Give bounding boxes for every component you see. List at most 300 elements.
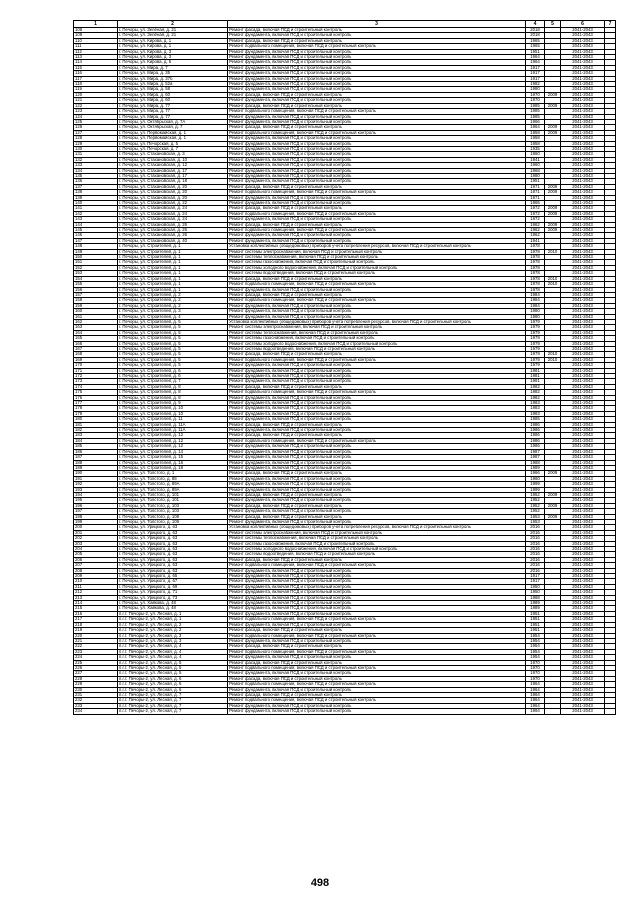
row-number-cell: 202 bbox=[74, 536, 118, 541]
row-number-cell: 194 bbox=[74, 492, 118, 497]
table-row bbox=[74, 163, 616, 168]
work-type-cell: Ремонт фундамента, включая ПСД и строительный контроль bbox=[228, 568, 526, 573]
work-type-cell: Ремонт системы электроснабжения, включая ПСД и строительный контроль bbox=[228, 325, 526, 330]
address-cell: г. Печоры, ул. Печорская, д. 7 bbox=[118, 146, 228, 151]
work-type-cell: Ремонт системы электроснабжения, включая ПСД и строительный контроль bbox=[228, 530, 526, 535]
build-year-cell: 1979 bbox=[526, 330, 545, 335]
table-row bbox=[74, 633, 616, 638]
planned-period-cell: 2041-2043 bbox=[561, 163, 605, 168]
address-cell: г. Печоры, ул. Толстого, д. 103 bbox=[118, 503, 228, 508]
build-year-cell: 1989 bbox=[526, 465, 545, 470]
row-number-cell: 120 bbox=[74, 92, 118, 97]
planned-period-cell: 2041-2043 bbox=[561, 617, 605, 622]
work-type-cell: Ремонт фундамента, включая ПСД и строительный контроль bbox=[228, 579, 526, 584]
build-year-cell: 1986 bbox=[526, 433, 545, 438]
table-row bbox=[74, 498, 616, 503]
build-year-cell: 1960 bbox=[526, 476, 545, 481]
row-number-cell: 112 bbox=[74, 49, 118, 54]
address-cell: г. Печоры, ул. Стахановская, д. 10 bbox=[118, 157, 228, 162]
build-year-cell: 1984 bbox=[526, 292, 545, 297]
last-repair-year-cell: 2009 bbox=[545, 211, 561, 216]
planned-period-cell: 2041-2043 bbox=[561, 406, 605, 411]
row-number-cell: 161 bbox=[74, 314, 118, 319]
build-year-cell: 1994 bbox=[526, 709, 545, 714]
row-number-cell: 186 bbox=[74, 449, 118, 454]
address-cell: г. Печоры, ул. Кирова, д. 1 bbox=[118, 44, 228, 49]
address-cell: г. Печоры, ул. Строителей, д. 5 bbox=[118, 363, 228, 368]
row-number-cell: 119 bbox=[74, 87, 118, 92]
planned-period-cell: 2041-2043 bbox=[561, 325, 605, 330]
address-cell: г. Печоры, ул. Строителей, д. 10 bbox=[118, 411, 228, 416]
row-number-cell: 157 bbox=[74, 292, 118, 297]
work-type-cell: Ремонт фундамента, включая ПСД и строительный контроль bbox=[228, 638, 526, 643]
planned-period-cell: 2041-2043 bbox=[561, 649, 605, 654]
planned-period-cell: 2041-2043 bbox=[561, 574, 605, 579]
address-cell: г. Печоры, ул. Строителей, д. 12 bbox=[118, 438, 228, 443]
planned-period-cell: 2041-2043 bbox=[561, 298, 605, 303]
planned-period-cell: 2041-2043 bbox=[561, 622, 605, 627]
planned-period-cell: 2041-2043 bbox=[561, 71, 605, 76]
row-number-cell: 232 bbox=[74, 698, 118, 703]
address-cell: п.г.т. Печоры-2, ул. Лесная, д. 5 bbox=[118, 671, 228, 676]
planned-period-cell: 2041-2043 bbox=[561, 492, 605, 497]
last-repair-year-cell: 2010 bbox=[545, 352, 561, 357]
work-type-cell: Ремонт фундамента, включая ПСД и строительный контроль bbox=[228, 141, 526, 146]
work-type-cell: Ремонт фундамента, включая ПСД и строительный контроль bbox=[228, 49, 526, 54]
address-cell: г. Печоры, ул. Строителей, д. 3 bbox=[118, 309, 228, 314]
table-row bbox=[74, 638, 616, 643]
build-year-cell: 1951 bbox=[526, 617, 545, 622]
row-number-cell: 225 bbox=[74, 660, 118, 665]
address-cell: г. Печоры, ул. Хайкова, д. 48 bbox=[118, 606, 228, 611]
table-row bbox=[74, 309, 616, 314]
planned-period-cell: 2041-2043 bbox=[561, 395, 605, 400]
planned-period-cell: 2041-2043 bbox=[561, 536, 605, 541]
work-type-cell: Ремонт фундамента, включая ПСД и строительный контроль bbox=[228, 709, 526, 714]
address-cell: г. Печоры, ул. Стахановская, д. 24 bbox=[118, 211, 228, 216]
work-type-cell: Ремонт фундамента, включая ПСД и строительный контроль bbox=[228, 574, 526, 579]
row-number-cell: 189 bbox=[74, 465, 118, 470]
build-year-cell: 1952 bbox=[526, 492, 545, 497]
row-number-cell: 228 bbox=[74, 676, 118, 681]
build-year-cell: 1988 bbox=[526, 460, 545, 465]
address-cell: п.г.т. Печоры-2, ул. Лесная, д. 3 bbox=[118, 638, 228, 643]
table-row bbox=[74, 579, 616, 584]
work-type-cell: Ремонт фасада, включая ПСД и строительный контроль bbox=[228, 676, 526, 681]
row-number-cell: 221 bbox=[74, 638, 118, 643]
row-number-cell: 151 bbox=[74, 260, 118, 265]
work-type-cell: Ремонт фундамента, включая ПСД и строительный контроль bbox=[228, 60, 526, 65]
address-cell: г. Печоры, ул. Мира, д. 58 bbox=[118, 87, 228, 92]
build-year-cell: 1999 bbox=[526, 482, 545, 487]
address-cell: г. Печоры, ул. Строителей, д. 1 bbox=[118, 255, 228, 260]
table-row bbox=[74, 152, 616, 157]
planned-period-cell: 2041-2043 bbox=[561, 260, 605, 265]
planned-period-cell: 2041-2043 bbox=[561, 541, 605, 546]
build-year-cell: 1970 bbox=[526, 665, 545, 670]
build-year-cell: 1978 bbox=[526, 271, 545, 276]
planned-period-cell: 2041-2043 bbox=[561, 601, 605, 606]
table-row bbox=[74, 238, 616, 243]
address-cell: г. Печоры, ул. Строителей, д. 10 bbox=[118, 406, 228, 411]
planned-period-cell: 2041-2043 bbox=[561, 703, 605, 708]
planned-period-cell: 2041-2043 bbox=[561, 76, 605, 81]
build-year-cell: 1978 bbox=[526, 249, 545, 254]
work-type-cell: Ремонт фасада, включая ПСД и строительный контроль bbox=[228, 503, 526, 508]
planned-period-cell: 2041-2043 bbox=[561, 201, 605, 206]
planned-period-cell: 2041-2043 bbox=[561, 417, 605, 422]
build-year-cell: 1954 bbox=[526, 633, 545, 638]
work-type-cell: Ремонт подвального помещения, включая ПСД и строительный контроль bbox=[228, 357, 526, 362]
planned-period-cell: 2041-2043 bbox=[561, 292, 605, 297]
table-row bbox=[74, 438, 616, 443]
address-cell: г. Печоры, ул. Строителей, д. 1 bbox=[118, 260, 228, 265]
work-type-cell: Ремонт фундамента, включая ПСД и строительный контроль bbox=[228, 179, 526, 184]
planned-period-cell: 2041-2043 bbox=[561, 611, 605, 616]
build-year-cell: 1964 bbox=[526, 60, 545, 65]
build-year-cell: 1964 bbox=[526, 682, 545, 687]
table-row bbox=[74, 552, 616, 557]
work-type-cell: Ремонт фундамента, включая ПСД и строительный контроль bbox=[228, 65, 526, 70]
table-row bbox=[74, 319, 616, 324]
address-cell: г. Печоры, ул. Урицкого, д. 73 bbox=[118, 595, 228, 600]
table-row bbox=[74, 444, 616, 449]
planned-period-cell: 2041-2043 bbox=[561, 352, 605, 357]
table-row bbox=[74, 417, 616, 422]
work-type-cell: Ремонт фундамента, включая ПСД и строительный контроль bbox=[228, 33, 526, 38]
planned-period-cell: 2041-2043 bbox=[561, 109, 605, 114]
address-cell: г. Печоры, ул. Толстого, д. 101 bbox=[118, 492, 228, 497]
planned-period-cell: 2041-2043 bbox=[561, 28, 605, 33]
address-cell: г. Печоры, ул. Строителей, д. 8 bbox=[118, 384, 228, 389]
planned-period-cell: 2041-2043 bbox=[561, 341, 605, 346]
planned-period-cell: 2041-2043 bbox=[561, 530, 605, 535]
planned-period-cell: 2041-2043 bbox=[561, 276, 605, 281]
work-type-cell: Ремонт фасада, включая ПСД и строительный контроль bbox=[228, 125, 526, 130]
row-number-cell: 176 bbox=[74, 395, 118, 400]
address-cell: г. Печоры, ул. Мира, д. 7 bbox=[118, 65, 228, 70]
table-row bbox=[74, 76, 616, 81]
build-year-cell: 1951 bbox=[526, 628, 545, 633]
row-number-cell: 110 bbox=[74, 38, 118, 43]
row-number-cell: 129 bbox=[74, 141, 118, 146]
planned-period-cell: 2041-2043 bbox=[561, 119, 605, 124]
planned-period-cell: 2041-2043 bbox=[561, 130, 605, 135]
table-row bbox=[74, 411, 616, 416]
table-row bbox=[74, 141, 616, 146]
work-type-cell: Ремонт фасада, включая ПСД и строительный контроль bbox=[228, 471, 526, 476]
row-number-cell: 118 bbox=[74, 82, 118, 87]
row-number-cell: 172 bbox=[74, 374, 118, 379]
planned-period-cell: 2041-2043 bbox=[561, 33, 605, 38]
build-year-cell: 1953 bbox=[526, 519, 545, 524]
work-type-cell: Ремонт фундамента, включая ПСД и строительный контроль bbox=[228, 55, 526, 60]
work-type-cell: Ремонт системы теплоснабжения, включая ПСД и строительный контроль bbox=[228, 536, 526, 541]
planned-period-cell: 2041-2043 bbox=[561, 195, 605, 200]
row-number-cell: 125 bbox=[74, 119, 118, 124]
address-cell: г. Печоры, ул. Мира, д. 52а bbox=[118, 82, 228, 87]
build-year-cell: 1983 bbox=[526, 406, 545, 411]
table-row bbox=[74, 709, 616, 714]
address-cell: г. Печоры, ул. Строителей, д. 7 bbox=[118, 379, 228, 384]
work-type-cell: Ремонт фундамента, включая ПСД и строительный контроль bbox=[228, 168, 526, 173]
build-year-cell: 1985 bbox=[526, 114, 545, 119]
row-number-cell: 175 bbox=[74, 390, 118, 395]
planned-period-cell: 2041-2043 bbox=[561, 455, 605, 460]
table-row bbox=[74, 33, 616, 38]
planned-period-cell: 2041-2043 bbox=[561, 314, 605, 319]
row-number-cell: 128 bbox=[74, 136, 118, 141]
planned-period-cell: 2041-2043 bbox=[561, 498, 605, 503]
table-row bbox=[74, 595, 616, 600]
table-row bbox=[74, 330, 616, 335]
planned-period-cell: 2041-2043 bbox=[561, 265, 605, 270]
planned-period-cell: 2041-2043 bbox=[561, 665, 605, 670]
address-cell: г. Печоры, ул. Урицкого, д. 63 bbox=[118, 563, 228, 568]
row-number-cell: 216 bbox=[74, 611, 118, 616]
row-number-cell: 148 bbox=[74, 244, 118, 249]
build-year-cell: 2016 bbox=[526, 552, 545, 557]
address-cell: г. Печоры, ул. Строителей, д. 12 bbox=[118, 433, 228, 438]
table-row bbox=[74, 49, 616, 54]
build-year-cell: 1964 bbox=[526, 703, 545, 708]
build-year-cell: 1989 bbox=[526, 601, 545, 606]
planned-period-cell: 2041-2043 bbox=[561, 222, 605, 227]
table-row bbox=[74, 482, 616, 487]
row-number-cell: 136 bbox=[74, 179, 118, 184]
work-type-cell: Ремонт фундамента, включая ПСД и строительный контроль bbox=[228, 401, 526, 406]
column-number: 3 bbox=[228, 21, 526, 28]
planned-period-cell: 2041-2043 bbox=[561, 374, 605, 379]
address-cell: г. Печоры, ул. Урицкого, д. 63 bbox=[118, 536, 228, 541]
planned-period-cell: 2041-2043 bbox=[561, 82, 605, 87]
row-number-cell: 171 bbox=[74, 368, 118, 373]
build-year-cell: 1982 bbox=[526, 390, 545, 395]
planned-period-cell: 2041-2043 bbox=[561, 211, 605, 216]
build-year-cell: 1966 bbox=[526, 471, 545, 476]
address-cell: п.г.т. Печоры-2, ул. Лесная, д. 5 bbox=[118, 660, 228, 665]
work-type-cell: Установка коллективных (общедомовых) приборов учета потребления ресурсов, включая ПСД и строительный контроль bbox=[228, 244, 526, 249]
work-type-cell: Ремонт подвального помещения, включая ПСД и строительный контроль bbox=[228, 282, 526, 287]
address-cell: г. Печоры, ул. Урицкого, д. 63 bbox=[118, 541, 228, 546]
address-cell: г. Печоры, ул. Стахановская, д. 24 bbox=[118, 217, 228, 222]
work-type-cell: Ремонт фундамента, включая ПСД и строительный контроль bbox=[228, 411, 526, 416]
row-number-cell: 166 bbox=[74, 341, 118, 346]
row-number-cell: 145 bbox=[74, 228, 118, 233]
row-number-cell: 165 bbox=[74, 336, 118, 341]
work-type-cell: Ремонт системы газоснабжения, включая ПСД и строительный контроль bbox=[228, 541, 526, 546]
address-cell: г. Печоры, ул. Стахановская, д. 26 bbox=[118, 233, 228, 238]
work-type-cell: Ремонт фасада, включая ПСД и строительный контроль bbox=[228, 184, 526, 189]
planned-period-cell: 2041-2043 bbox=[561, 179, 605, 184]
row-number-cell: 139 bbox=[74, 195, 118, 200]
planned-period-cell: 2041-2043 bbox=[561, 557, 605, 562]
table-row bbox=[74, 574, 616, 579]
address-cell: г. Печоры, ул. Урицкого, д. 63 bbox=[118, 557, 228, 562]
work-type-cell: Ремонт фундамента, включая ПСД и строительный контроль bbox=[228, 201, 526, 206]
address-cell: г. Печоры, ул. Стахановская, д. 22 bbox=[118, 201, 228, 206]
build-year-cell: 1983 bbox=[526, 411, 545, 416]
planned-period-cell: 2041-2043 bbox=[561, 152, 605, 157]
row-number-cell: 124 bbox=[74, 114, 118, 119]
row-number-cell: 152 bbox=[74, 265, 118, 270]
planned-period-cell: 2041-2043 bbox=[561, 368, 605, 373]
work-type-cell: Ремонт фасада, включая ПСД и строительный контроль bbox=[228, 422, 526, 427]
address-cell: г. Печоры, ул. Строителей, д. 16 bbox=[118, 460, 228, 465]
address-cell: г. Печоры, ул. Строителей, д. 5 bbox=[118, 336, 228, 341]
table-row bbox=[74, 130, 616, 135]
build-year-cell: 2016 bbox=[526, 530, 545, 535]
planned-period-cell: 2041-2043 bbox=[561, 590, 605, 595]
planned-period-cell: 2041-2043 bbox=[561, 92, 605, 97]
build-year-cell: 1964 bbox=[526, 55, 545, 60]
work-type-cell: Ремонт фундамента, включая ПСД и строительный контроль bbox=[228, 217, 526, 222]
row-number-cell: 214 bbox=[74, 601, 118, 606]
work-type-cell: Ремонт системы теплоснабжения, включая ПСД и строительный контроль bbox=[228, 330, 526, 335]
address-cell: г. Печоры, ул. Стахановская, д. 24 bbox=[118, 206, 228, 211]
planned-period-cell: 2041-2043 bbox=[561, 401, 605, 406]
row-number-cell: 205 bbox=[74, 552, 118, 557]
address-cell: г. Печоры, ул. Стахановская, д. 20 bbox=[118, 195, 228, 200]
build-year-cell: 1952 bbox=[526, 503, 545, 508]
work-type-cell: Ремонт фундамента, включая ПСД и строительный контроль bbox=[228, 136, 526, 141]
address-cell: г. Печоры, ул. Строителей, д. 1 bbox=[118, 249, 228, 254]
planned-period-cell: 2041-2043 bbox=[561, 606, 605, 611]
table-row bbox=[74, 406, 616, 411]
last-repair-year-cell: 2009 bbox=[545, 514, 561, 519]
address-cell: г. Печоры, ул. Строителей, д. 11 bbox=[118, 417, 228, 422]
work-type-cell: Ремонт системы теплоснабжения, включая ПСД и строительный контроль bbox=[228, 255, 526, 260]
build-year-cell: 1999 bbox=[526, 487, 545, 492]
row-number-cell: 198 bbox=[74, 514, 118, 519]
table-row bbox=[74, 282, 616, 287]
build-year-cell: 1980 bbox=[526, 173, 545, 178]
planned-period-cell: 2041-2043 bbox=[561, 357, 605, 362]
row-number-cell: 229 bbox=[74, 682, 118, 687]
work-type-cell: Ремонт фундамента, включая ПСД и строительный контроль bbox=[228, 87, 526, 92]
row-number-cell: 142 bbox=[74, 211, 118, 216]
row-number-cell: 187 bbox=[74, 455, 118, 460]
table-row bbox=[74, 71, 616, 76]
address-cell: г. Печоры, ул. Октябрьская, д. 7А bbox=[118, 119, 228, 124]
column-number: 2 bbox=[118, 21, 228, 28]
work-type-cell: Ремонт подвального помещения, включая ПСД и строительный контроль bbox=[228, 298, 526, 303]
row-number-cell: 200 bbox=[74, 525, 118, 530]
work-type-cell: Ремонт фундамента, включая ПСД и строительный контроль bbox=[228, 601, 526, 606]
work-type-cell: Ремонт подвального помещения, включая ПСД и строительный контроль bbox=[228, 109, 526, 114]
row-number-cell: 111 bbox=[74, 44, 118, 49]
address-cell: г. Печоры, ул. Зелёная, д. 21 bbox=[118, 33, 228, 38]
table-row bbox=[74, 622, 616, 627]
planned-period-cell: 2041-2043 bbox=[561, 676, 605, 681]
planned-period-cell: 2041-2043 bbox=[561, 184, 605, 189]
build-year-cell: 1980 bbox=[526, 87, 545, 92]
last-repair-year-cell: 2010 bbox=[545, 282, 561, 287]
build-year-cell: 1985 bbox=[526, 109, 545, 114]
row-number-cell: 190 bbox=[74, 471, 118, 476]
planned-period-cell: 2041-2043 bbox=[561, 487, 605, 492]
address-cell: г. Печоры, ул. Стахановская, д. 3 bbox=[118, 152, 228, 157]
row-number-cell: 138 bbox=[74, 190, 118, 195]
planned-period-cell: 2041-2043 bbox=[561, 579, 605, 584]
table-row bbox=[74, 547, 616, 552]
table-row bbox=[74, 87, 616, 92]
planned-period-cell: 2041-2043 bbox=[561, 411, 605, 416]
row-number-cell: 219 bbox=[74, 628, 118, 633]
table-row bbox=[74, 190, 616, 195]
table-row bbox=[74, 314, 616, 319]
build-year-cell: 1950 bbox=[526, 584, 545, 589]
work-type-cell: Ремонт подвального помещения, включая ПСД и строительный контроль bbox=[228, 390, 526, 395]
row-number-cell: 226 bbox=[74, 665, 118, 670]
address-cell: г. Печоры, ул. Урицкого, д. 63 bbox=[118, 552, 228, 557]
work-type-cell: Ремонт фасада, включая ПСД и строительный контроль bbox=[228, 660, 526, 665]
build-year-cell: 1979 bbox=[526, 346, 545, 351]
planned-period-cell: 2041-2043 bbox=[561, 422, 605, 427]
build-year-cell: 1982 bbox=[526, 395, 545, 400]
table-row bbox=[74, 476, 616, 481]
build-year-cell: 1965 bbox=[526, 201, 545, 206]
row-number-cell: 182 bbox=[74, 428, 118, 433]
table-row bbox=[74, 260, 616, 265]
table-row bbox=[74, 109, 616, 114]
build-year-cell: 1981 bbox=[526, 379, 545, 384]
build-year-cell: 1951 bbox=[526, 179, 545, 184]
row-number-cell: 174 bbox=[74, 384, 118, 389]
planned-period-cell: 2041-2043 bbox=[561, 525, 605, 530]
row-number-cell: 220 bbox=[74, 633, 118, 638]
build-year-cell: 1964 bbox=[526, 125, 545, 130]
row-number-cell: 169 bbox=[74, 357, 118, 362]
build-year-cell: 1970 bbox=[526, 92, 545, 97]
work-type-cell: Ремонт фасада, включая ПСД и строительный контроль bbox=[228, 692, 526, 697]
address-cell: г. Печоры, ул. Стахановская, д. 40 bbox=[118, 238, 228, 243]
planned-period-cell: 2041-2043 bbox=[561, 330, 605, 335]
table-row bbox=[74, 617, 616, 622]
row-number-cell: 140 bbox=[74, 201, 118, 206]
address-cell: г. Печоры, ул. Кирова, д. 3 bbox=[118, 55, 228, 60]
work-type-cell: Ремонт фундамента, включая ПСД и строительный контроль bbox=[228, 395, 526, 400]
row-number-cell: 199 bbox=[74, 519, 118, 524]
build-year-cell: 2016 bbox=[526, 568, 545, 573]
row-number-cell: 206 bbox=[74, 557, 118, 562]
address-cell: г. Печоры, ул. Урицкого, д. 63 bbox=[118, 547, 228, 552]
row-number-cell: 230 bbox=[74, 687, 118, 692]
build-year-cell: 1951 bbox=[526, 611, 545, 616]
planned-period-cell: 2041-2043 bbox=[561, 563, 605, 568]
planned-period-cell: 2041-2043 bbox=[561, 228, 605, 233]
planned-period-cell: 2041-2043 bbox=[561, 168, 605, 173]
table-row bbox=[74, 428, 616, 433]
work-type-cell: Ремонт системы газоснабжения, включая ПСД и строительный контроль bbox=[228, 260, 526, 265]
row-number-cell: 164 bbox=[74, 330, 118, 335]
planned-period-cell: 2041-2043 bbox=[561, 390, 605, 395]
last-repair-year-cell: 2009 bbox=[545, 222, 561, 227]
work-type-cell: Ремонт фундамента, включая ПСД и строительный контроль bbox=[228, 671, 526, 676]
row-number-cell: 141 bbox=[74, 206, 118, 211]
row-number-cell: 233 bbox=[74, 703, 118, 708]
table-row bbox=[74, 536, 616, 541]
row-number-cell: 131 bbox=[74, 152, 118, 157]
address-cell: п.г.т. Печоры-2, ул. Лесная, д. 6 bbox=[118, 682, 228, 687]
table-row bbox=[74, 233, 616, 238]
planned-period-cell: 2041-2043 bbox=[561, 568, 605, 573]
build-year-cell: 1980 bbox=[526, 309, 545, 314]
build-year-cell: 1986 bbox=[526, 422, 545, 427]
work-type-cell: Ремонт фундамента, включая ПСД и строительный контроль bbox=[228, 309, 526, 314]
planned-period-cell: 2041-2043 bbox=[561, 660, 605, 665]
column-number: 1 bbox=[74, 21, 118, 28]
